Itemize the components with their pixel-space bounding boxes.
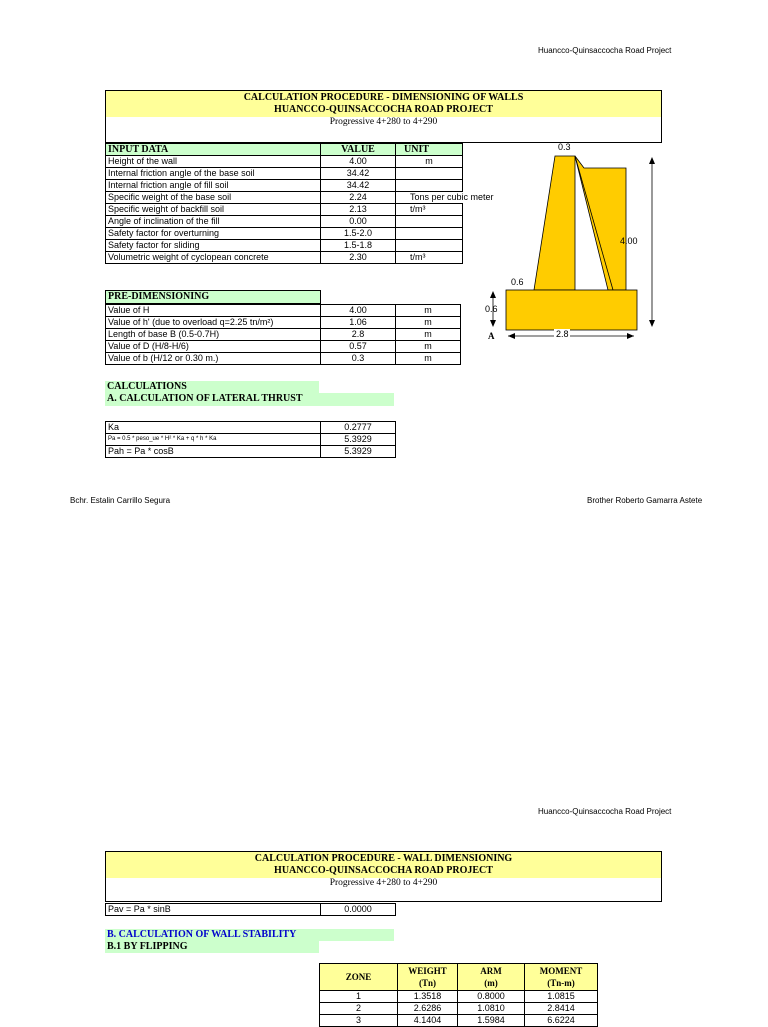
page2-title-line-1: CALCULATION PROCEDURE - WALL DIMENSIONING — [254, 853, 513, 864]
title-line-1: CALCULATION PROCEDURE - DIMENSIONING OF WALLS — [243, 92, 524, 103]
input-row — [106, 228, 463, 240]
predim-value: 0.3 — [321, 353, 396, 365]
predim-row — [106, 341, 461, 353]
height-label: 4.00 — [620, 236, 638, 246]
input-label: Safety factor for sliding — [106, 240, 321, 252]
thrust-table — [105, 421, 396, 458]
input-value: 2.24 — [321, 192, 396, 204]
table-row — [320, 1003, 598, 1015]
input-row — [106, 252, 463, 264]
page2-header: Huancco-Quinsaccocha Road Project — [538, 807, 672, 816]
input-value: 34.42 — [321, 180, 396, 192]
arrow-left-icon — [508, 333, 515, 339]
arm-cell: 1.5984 — [458, 1015, 525, 1027]
stability-label: B. CALCULATION OF WALL STABILITY — [105, 929, 394, 941]
point-a-label: A — [488, 331, 495, 341]
input-unit: Tons per cubic meter — [410, 192, 494, 202]
arrow-up-icon — [649, 157, 655, 164]
table-row — [320, 991, 598, 1003]
title-line-2: HUANCCO-QUINSACCOCHA ROAD PROJECT — [274, 104, 493, 115]
weight-cell: 1.3518 — [398, 991, 458, 1003]
col-zone-label: ZONE — [345, 972, 372, 982]
arrow-down-icon — [649, 320, 655, 327]
input-row — [106, 192, 463, 204]
predim-value: 0.57 — [321, 341, 396, 353]
wall-footing — [506, 290, 637, 330]
page2-title-line-2: HUANCCO-QUINSACCOCHA ROAD PROJECT — [274, 865, 493, 876]
col-weight-label: WEIGHT — [408, 966, 447, 976]
predim-value: 1.06 — [321, 317, 396, 329]
predim-label: Length of base B (0.5-0.7H) — [106, 329, 321, 341]
input-label: Specific weight of the base soil — [106, 192, 321, 204]
predim-value: 4.00 — [321, 305, 396, 317]
zone-cell: 3 — [320, 1015, 398, 1027]
calculations-label: CALCULATIONS — [105, 381, 319, 393]
thrust-label: Ka — [106, 422, 321, 434]
input-label: Internal friction angle of the base soil — [106, 168, 321, 180]
predim-row — [106, 353, 461, 365]
col-weight — [398, 964, 458, 991]
page2-title-block — [105, 851, 662, 878]
moment-cell: 6.6224 — [525, 1015, 598, 1027]
base-height-label: 0.6 — [485, 304, 498, 314]
input-unit — [396, 180, 463, 192]
arrow-right-icon — [627, 333, 634, 339]
wall-diagram — [478, 140, 668, 350]
title-block — [105, 90, 662, 117]
input-header-unit: UNIT — [396, 144, 463, 156]
pav-table — [105, 903, 396, 916]
col-weight-unit: (Tn) — [418, 978, 436, 988]
col-arm-unit: (m) — [484, 978, 498, 988]
predim-label: Value of D (H/8-H/6) — [106, 341, 321, 353]
input-value: 1.5-2.0 — [321, 228, 396, 240]
input-value: 34.42 — [321, 168, 396, 180]
input-value: 1.5-1.8 — [321, 240, 396, 252]
predim-row — [106, 317, 461, 329]
predim-label: Value of b (H/12 or 0.30 m.) — [106, 353, 321, 365]
predim-label: Value of H — [106, 305, 321, 317]
input-row — [106, 180, 463, 192]
col-zone — [320, 964, 398, 991]
moment-cell: 1.0815 — [525, 991, 598, 1003]
col-moment-unit: (Tn-m) — [547, 978, 575, 988]
input-value: 2.13 — [321, 204, 396, 216]
weight-cell: 4.1404 — [398, 1015, 458, 1027]
input-label: Height of the wall — [106, 156, 321, 168]
input-header-label: INPUT DATA — [106, 144, 321, 156]
arrow-down-icon — [490, 320, 496, 327]
col-moment-label: MOMENT — [539, 966, 583, 976]
input-header-value: VALUE — [321, 144, 396, 156]
pav-value: 0.0000 — [321, 904, 396, 916]
footer-right: Brother Roberto Gamarra Astete — [587, 496, 703, 505]
input-unit — [396, 228, 463, 240]
input-unit: t/m³ — [396, 252, 463, 264]
flipping-label: B.1 BY FLIPPING — [105, 941, 319, 953]
predim-label: Value of h' (due to overload q=2.25 tn/m²) — [106, 317, 321, 329]
col-moment — [525, 964, 598, 991]
input-row — [106, 168, 463, 180]
zone-cell: 1 — [320, 991, 398, 1003]
thrust-label: Pa = 0.5 * peso_ue * H² * Ka + q * h * Ka — [106, 434, 321, 446]
input-unit: t/m³ — [396, 204, 463, 216]
page2-progressive-box — [105, 877, 662, 902]
wall-stem-front — [534, 156, 575, 290]
predim-row — [106, 305, 461, 317]
weight-cell: 2.6286 — [398, 1003, 458, 1015]
input-label: Angle of inclination of the fill — [106, 216, 321, 228]
col-arm-label: ARM — [480, 966, 502, 976]
predim-row — [106, 329, 461, 341]
zone-cell: 2 — [320, 1003, 398, 1015]
input-label: Internal friction angle of fill soil — [106, 180, 321, 192]
pre-dimensioning-table — [105, 304, 461, 365]
predim-unit: m — [396, 329, 461, 341]
predim-unit: m — [396, 353, 461, 365]
page2-progressive-label: Progressive 4+280 to 4+290 — [329, 878, 438, 888]
progressive-label: Progressive 4+280 to 4+290 — [329, 117, 438, 127]
pav-label: Pav = Pa * sinB — [106, 904, 321, 916]
input-label: Safety factor for overturning — [106, 228, 321, 240]
input-unit — [396, 216, 463, 228]
footer-left: Bchr. Estalin Carrillo Segura — [70, 496, 171, 505]
base-width-label: 2.8 — [556, 329, 569, 339]
input-row — [106, 204, 463, 216]
table-row — [320, 1015, 598, 1027]
top-width-label: 0.3 — [558, 142, 571, 152]
arm-cell: 0.8000 — [458, 991, 525, 1003]
arrow-up-icon — [490, 291, 496, 298]
input-label: Specific weight of backfill soil — [106, 204, 321, 216]
input-value: 4.00 — [321, 156, 396, 168]
input-unit: m — [396, 156, 463, 168]
lateral-thrust-label: A. CALCULATION OF LATERAL THRUST — [105, 393, 394, 406]
thrust-label: Pah = Pa * cosB — [106, 446, 321, 458]
moment-cell: 2.8414 — [525, 1003, 598, 1015]
input-unit — [396, 168, 463, 180]
input-row — [106, 240, 463, 252]
thrust-value: 5.3929 — [321, 434, 396, 446]
thrust-value: 5.3929 — [321, 446, 396, 458]
input-value: 0.00 — [321, 216, 396, 228]
toe-label: 0.6 — [511, 277, 524, 287]
input-value: 2.30 — [321, 252, 396, 264]
arm-cell: 1.0810 — [458, 1003, 525, 1015]
progressive-box — [105, 116, 662, 143]
predim-unit: m — [396, 341, 461, 353]
thrust-row — [106, 446, 396, 458]
input-unit — [396, 240, 463, 252]
wall-body — [506, 156, 637, 330]
input-label: Volumetric weight of cyclopean concrete — [106, 252, 321, 264]
input-row — [106, 156, 463, 168]
wall-backfill — [575, 156, 626, 290]
thrust-row — [106, 434, 396, 446]
predim-unit: m — [396, 305, 461, 317]
thrust-row — [106, 422, 396, 434]
input-data-table — [105, 143, 494, 264]
pre-dimensioning-header: PRE-DIMENSIONING — [105, 290, 321, 304]
stability-table — [319, 963, 598, 1027]
col-arm — [458, 964, 525, 991]
predim-unit: m — [396, 317, 461, 329]
predim-value: 2.8 — [321, 329, 396, 341]
input-row — [106, 216, 463, 228]
input-unit-cell — [396, 192, 494, 204]
page-header: Huancco-Quinsaccocha Road Project — [538, 46, 672, 55]
thrust-value: 0.2777 — [321, 422, 396, 434]
